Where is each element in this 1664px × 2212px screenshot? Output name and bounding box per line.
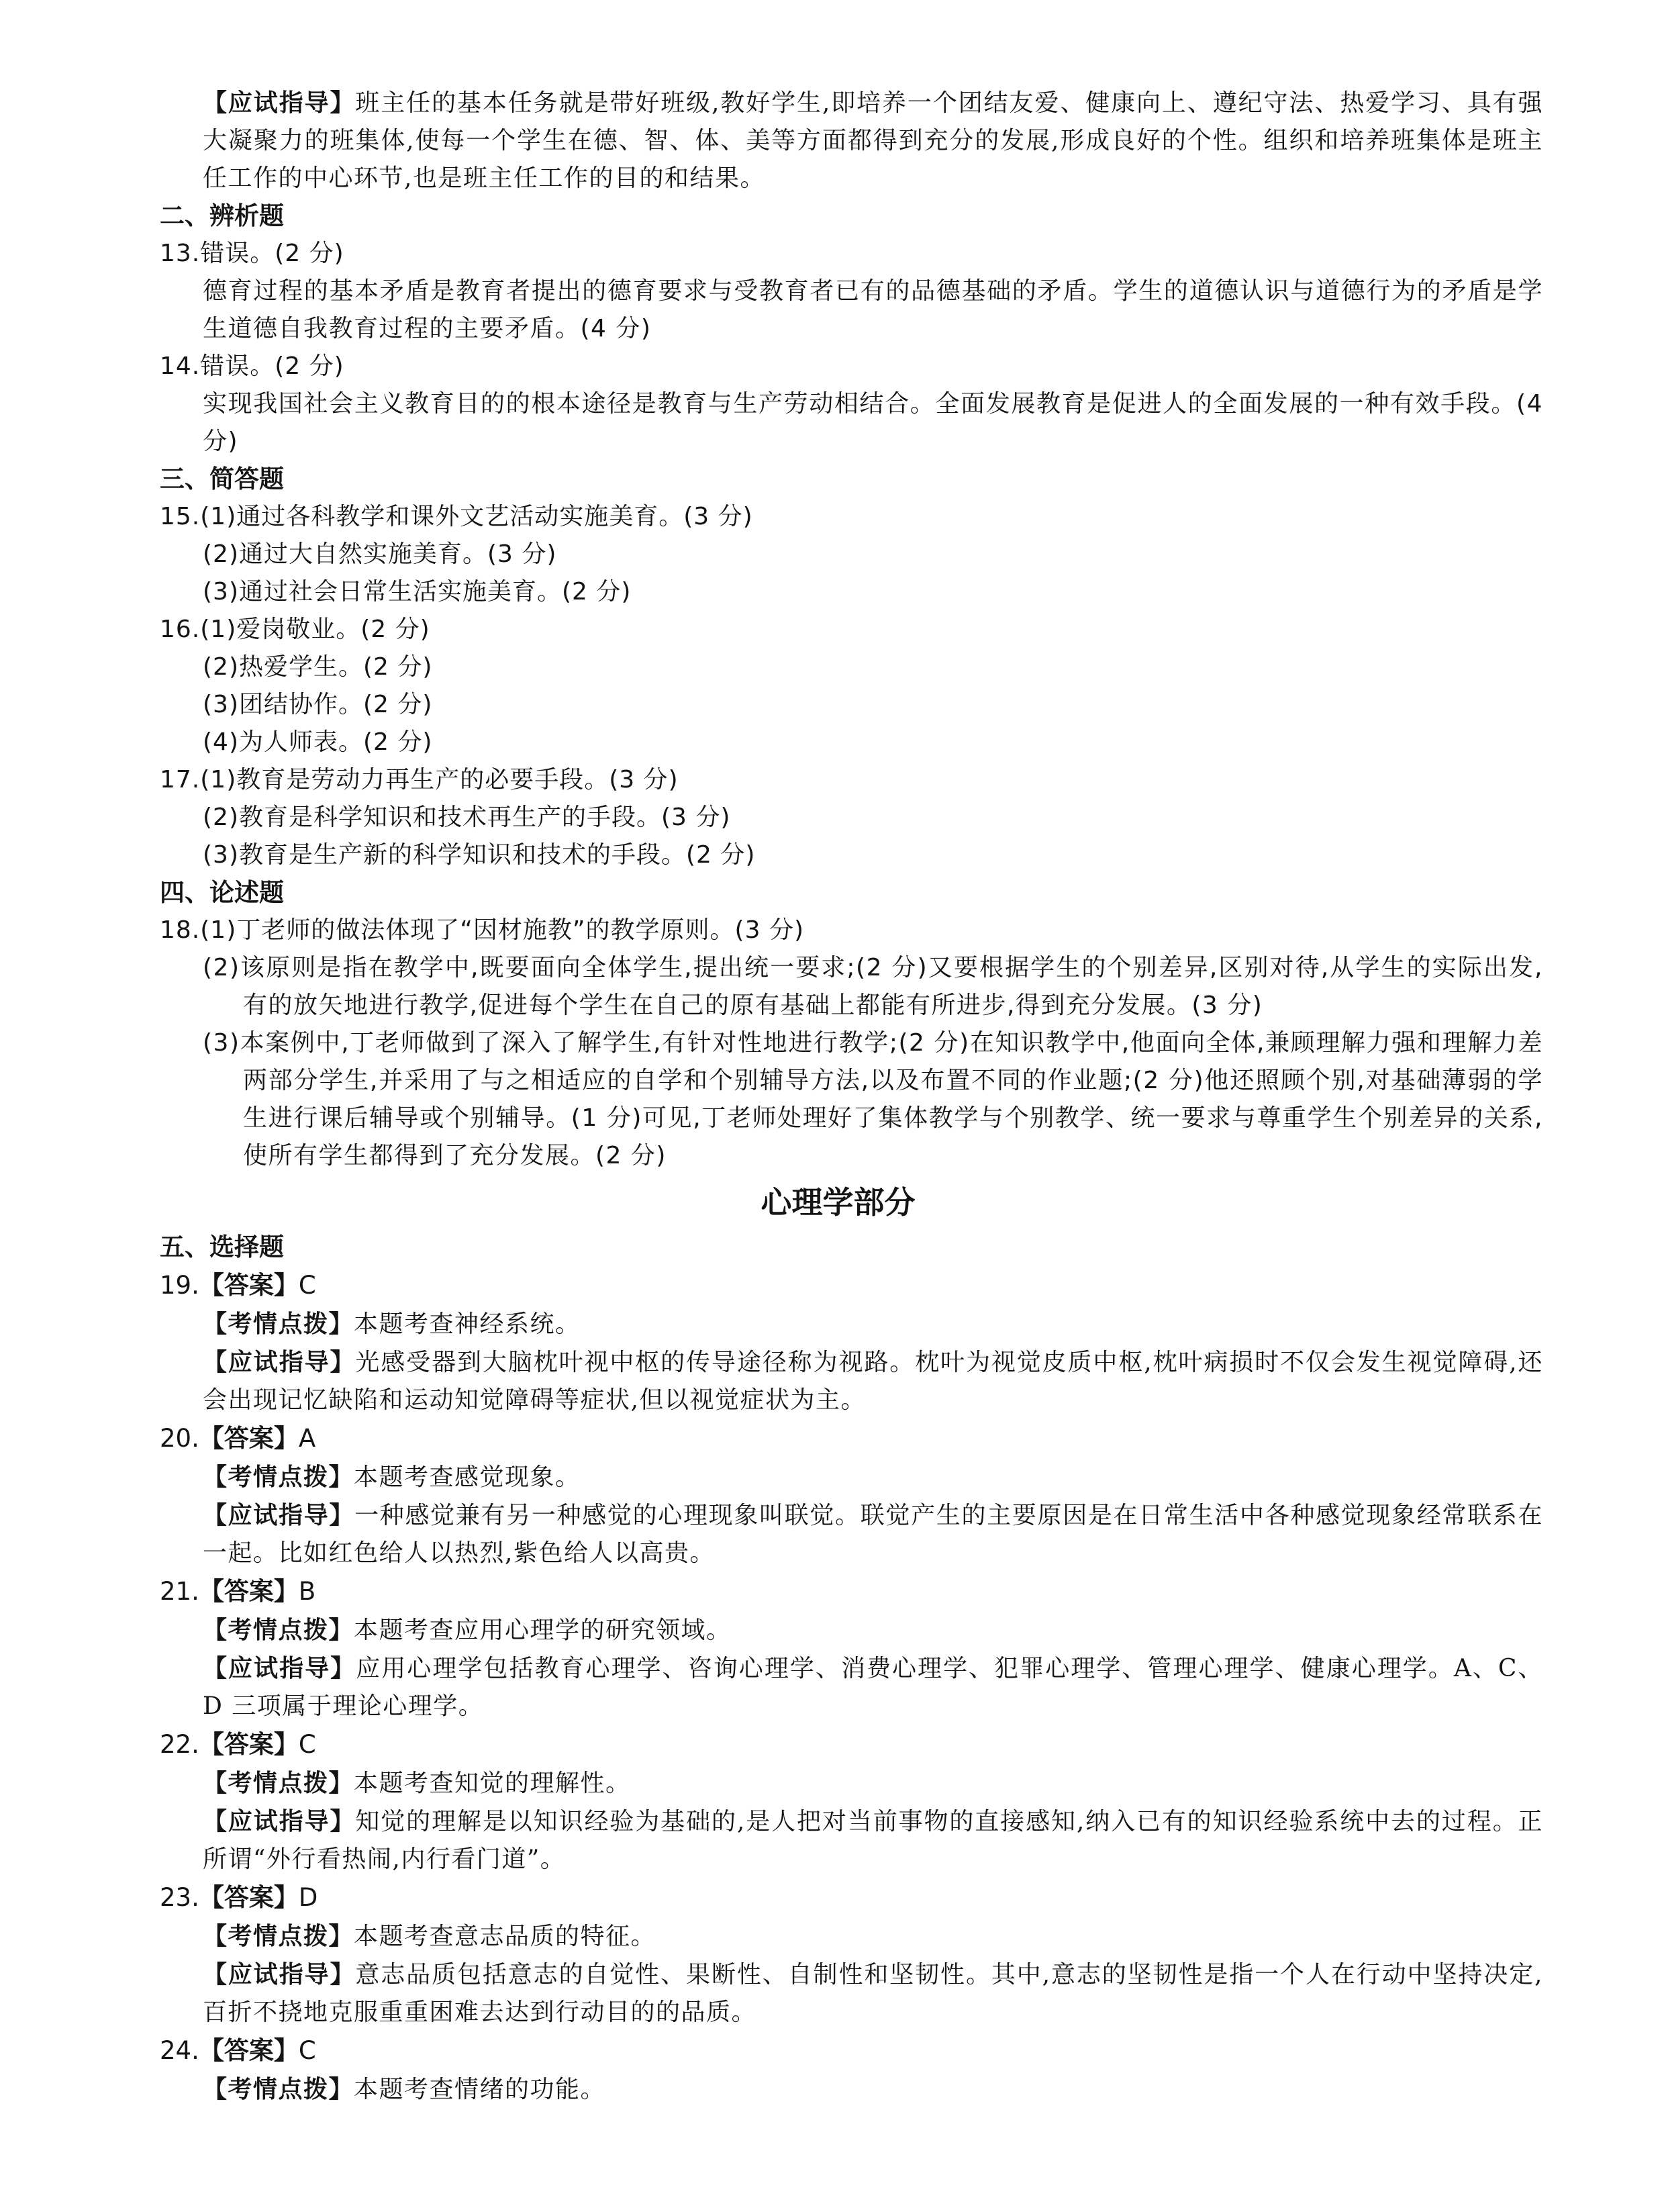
q18-line-1: 18.(1)丁老师的做法体现了“因材施教”的教学原则。(3 分) (160, 916, 804, 944)
answer-line (160, 1878, 1543, 1917)
intro-text: 班主任的基本任务就是带好班级,教好学生,即培养一个团结友爱、健康向上、遵纪守法、热爱学习、具有强大凝聚力的班集体,使每一个学生在德、智、体、美等方面都得到充分的发展,形成良好的个性。组织和培养班集体是班主任工作的中心环节,也是班主任工作的目的和结果。 (203, 89, 1543, 192)
q14-head: 14.错误。(2 分) (160, 352, 344, 380)
guide-tag: 【应试指导】 (203, 89, 356, 117)
answer-letter: C (298, 2036, 316, 2065)
choice-answer-list (160, 1266, 1543, 2109)
guide-paragraph (160, 1649, 1543, 1725)
guide-paragraph (160, 1802, 1543, 1878)
point-line (160, 1611, 1543, 1649)
q13-head: 13.错误。(2 分) (160, 240, 344, 267)
q15-line-1: 15.(1)通过各科教学和课外文艺活动实施美育。(3 分) (160, 503, 753, 530)
guide-tag: 【应试指导】 (203, 1807, 356, 1835)
q16-line-4: (4)为人师表。(2 分) (203, 728, 433, 756)
choice-item (160, 1266, 1543, 1419)
section-title-analysis: 二、辨析题 (160, 201, 284, 230)
answer-tag: 【答案】 (199, 1271, 299, 1300)
guide-text: 应用心理学包括教育心理学、咨询心理学、消费心理学、犯罪心理学、管理心理学、健康心理学。A、C、D 三项属于理论心理学。 (203, 1655, 1543, 1720)
q14-body: 实现我国社会主义教育目的的根本途径是教育与生产劳动相结合。全面发展教育是促进人的全面发展的一种有效手段。(4 分) (203, 390, 1543, 455)
guide-tag: 【应试指导】 (203, 1654, 356, 1682)
answer-letter: D (298, 1883, 318, 1912)
q17-line-2: (2)教育是科学知识和技术再生产的手段。(3 分) (203, 804, 731, 831)
answer-line (160, 1572, 1543, 1611)
point-tag: 【考情点拨】 (203, 1616, 354, 1644)
part-title-psychology: 心理学部分 (761, 1184, 916, 1220)
answer-line (160, 1725, 1543, 1764)
guide-text: 光感受器到大脑枕叶视中枢的传导途径称为视路。枕叶为视觉皮质中枢,枕叶病损时不仅会发生视觉障碍,还会出现记忆缺陷和运动知觉障碍等症状,但以视觉症状为主。 (203, 1349, 1543, 1414)
choice-item (160, 1878, 1543, 2031)
answer-letter: A (298, 1424, 316, 1453)
guide-tag: 【应试指导】 (203, 1501, 355, 1529)
answer-tag: 【答案】 (199, 2036, 299, 2065)
answer-tag: 【答案】 (199, 1424, 299, 1453)
point-text: 本题考查意志品质的特征。 (354, 1923, 656, 1950)
section-title-choice: 五、选择题 (160, 1233, 284, 1261)
guide-paragraph (160, 1343, 1543, 1419)
choice-item (160, 1419, 1543, 1572)
answer-letter: B (298, 1577, 316, 1606)
point-tag: 【考情点拨】 (203, 2075, 354, 2103)
choice-item (160, 1572, 1543, 1725)
question-number: 22. (160, 1730, 199, 1759)
point-line (160, 1764, 1543, 1802)
answer-tag: 【答案】 (199, 1577, 299, 1606)
point-line (160, 2070, 1543, 2109)
q17-line-3: (3)教育是生产新的科学知识和技术的手段。(2 分) (203, 841, 756, 869)
point-tag: 【考情点拨】 (203, 1922, 354, 1950)
question-number: 20. (160, 1424, 199, 1453)
choice-item (160, 2031, 1543, 2109)
question-number: 21. (160, 1577, 199, 1606)
section-title-essay: 四、论述题 (160, 878, 284, 907)
point-line (160, 1917, 1543, 1956)
q16-line-3: (3)团结协作。(2 分) (203, 691, 433, 718)
intro-paragraph (160, 84, 1543, 197)
q13-body: 德育过程的基本矛盾是教育者提出的德育要求与受教育者已有的品德基础的矛盾。学生的道德认识与道德行为的矛盾是学生道德自我教育过程的主要矛盾。(4 分) (203, 277, 1543, 342)
guide-text: 知觉的理解是以知识经验为基础的,是人把对当前事物的直接感知,纳入已有的知识经验系统中去的过程。正所谓“外行看热闹,内行看门道”。 (203, 1808, 1543, 1873)
point-tag: 【考情点拨】 (203, 1463, 354, 1491)
point-text: 本题考查知觉的理解性。 (354, 1770, 631, 1797)
answer-line (160, 1419, 1543, 1458)
choice-item (160, 1725, 1543, 1878)
guide-tag: 【应试指导】 (203, 1960, 356, 1988)
point-text: 本题考查神经系统。 (354, 1310, 581, 1338)
q15-line-2: (2)通过大自然实施美育。(3 分) (203, 540, 557, 568)
q15-line-3: (3)通过社会日常生活实施美育。(2 分) (203, 578, 632, 606)
q17-line-1: 17.(1)教育是劳动力再生产的必要手段。(3 分) (160, 766, 679, 794)
q16-line-1: 16.(1)爱岗敬业。(2 分) (160, 616, 430, 643)
answer-line (160, 2031, 1543, 2070)
q18-part-2: (2)该原则是指在教学中,既要面向全体学生,提出统一要求;(2 分)又要根据学生的个别差异,区别对待,从学生的实际出发,有的放矢地进行教学,促进每个学生在自己的原有基础上都能有所进步,得到充分发展。(3 分) (203, 954, 1543, 1019)
point-text: 本题考查感觉现象。 (354, 1463, 581, 1491)
point-text: 本题考查应用心理学的研究领域。 (354, 1617, 732, 1644)
answer-letter: C (298, 1271, 316, 1300)
section-title-short-answer: 三、简答题 (160, 465, 284, 493)
point-text: 本题考查情绪的功能。 (354, 2076, 606, 2103)
q16-line-2: (2)热爱学生。(2 分) (203, 653, 433, 681)
point-tag: 【考情点拨】 (203, 1310, 354, 1338)
answer-tag: 【答案】 (199, 1883, 299, 1912)
guide-tag: 【应试指导】 (203, 1348, 356, 1376)
answer-line (160, 1266, 1543, 1305)
guide-text: 意志品质包括意志的自觉性、果断性、自制性和坚韧性。其中,意志的坚韧性是指一个人在行动中坚持决定,百折不挠地克服重重困难去达到行动目的的品质。 (203, 1961, 1543, 2026)
answer-letter: C (298, 1730, 316, 1759)
point-line (160, 1458, 1543, 1496)
point-line (160, 1305, 1543, 1343)
question-number: 23. (160, 1883, 199, 1912)
point-tag: 【考情点拨】 (203, 1769, 354, 1797)
q18-part-3: (3)本案例中,丁老师做到了深入了解学生,有针对性地进行教学;(2 分)在知识教学中,他面向全体,兼顾理解力强和理解力差两部分学生,并采用了与之相适应的自学和个别辅导方法,以及布置不同的作业题;(2 分)他还照顾个别,对基础薄弱的学生进行课后辅导或个别辅导。(1 分)可见,丁老师处理好了集体教学与个别教学、统一要求与尊重学生个别差异的关系,使所有学生都得到了充分发展。(2 分) (203, 1029, 1543, 1169)
guide-paragraph (160, 1956, 1543, 2031)
question-number: 19. (160, 1271, 199, 1300)
guide-text: 一种感觉兼有另一种感觉的心理现象叫联觉。联觉产生的主要原因是在日常生活中各种感觉现象经常联系在一起。比如红色给人以热烈,紫色给人以高贵。 (203, 1502, 1543, 1567)
guide-paragraph (160, 1496, 1543, 1572)
answer-tag: 【答案】 (199, 1730, 299, 1759)
question-number: 24. (160, 2036, 199, 2065)
